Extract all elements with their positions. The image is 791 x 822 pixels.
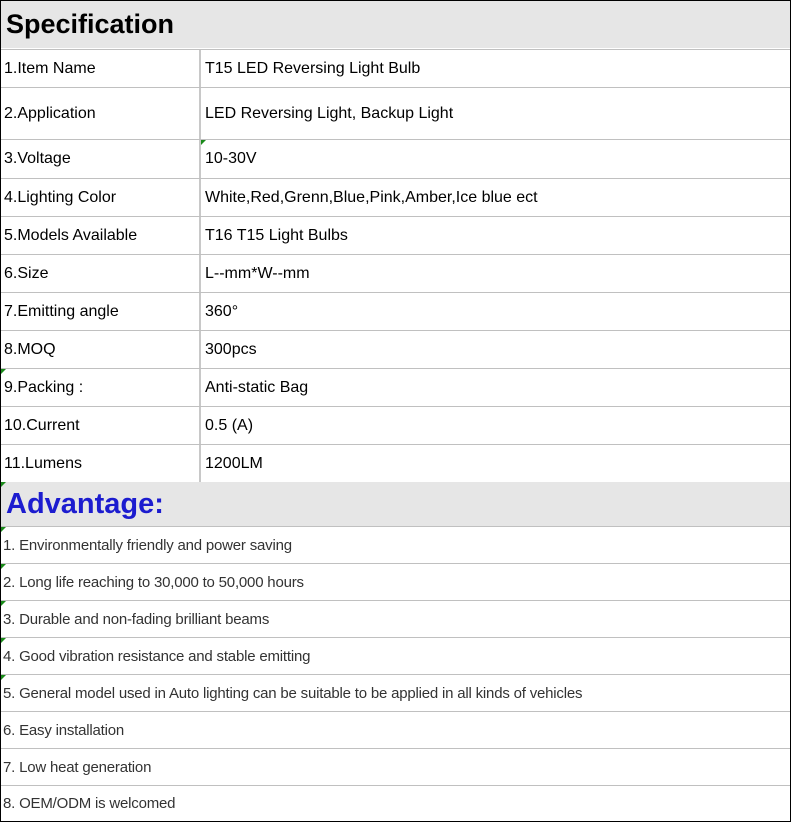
spec-row-current [1, 406, 790, 444]
advantage-item [1, 526, 790, 563]
cell-marker-icon [1, 527, 6, 532]
advantage-item [1, 600, 790, 637]
advantage-title: Advantage: [6, 487, 164, 520]
spec-label: 5.Models Available [1, 217, 201, 254]
spec-value-text: 10-30V [205, 150, 257, 167]
spec-row-voltage [1, 139, 790, 178]
spec-label: 10.Current [1, 407, 201, 444]
spec-value: Anti-static Bag [205, 378, 309, 396]
spec-label: 6.Size [1, 255, 201, 292]
spec-label: 1.Item Name [1, 50, 201, 87]
advantage-item [1, 785, 790, 821]
advantage-item [1, 748, 790, 785]
spec-value: L--mm*W--mm [205, 264, 310, 282]
spec-row-emitting-angle [1, 292, 790, 330]
advantage-item [1, 711, 790, 748]
spec-row-lighting-color [1, 178, 790, 216]
spec-value: 360° [205, 302, 239, 320]
cell-marker-icon [201, 140, 206, 145]
spec-row-application [1, 87, 790, 139]
advantage-text: 7. Low heat generation [3, 758, 152, 776]
spec-value: White,Red,Grenn,Blue,Pink,Amber,Ice blue ect [205, 188, 538, 206]
spec-row-packing [1, 368, 790, 406]
spec-label [1, 369, 201, 406]
advantage-text: 5. General model used in Auto lighting can be suitable to be applied in all kinds of vehicles [3, 684, 583, 702]
cell-marker-icon [1, 675, 6, 680]
advantage-text: 8. OEM/ODM is welcomed [3, 795, 176, 812]
spec-value: 300pcs [205, 340, 257, 358]
spec-label: 8.MOQ [1, 331, 201, 368]
spec-row-models-available [1, 216, 790, 254]
cell-marker-icon [1, 638, 6, 643]
advantage-header [1, 482, 790, 526]
spec-value: T15 LED Reversing Light Bulb [205, 59, 421, 77]
spec-row-item-name [1, 49, 790, 87]
advantage-item [1, 563, 790, 600]
advantage-text: 3. Durable and non-fading brilliant beams [3, 610, 270, 628]
advantage-text: 1. Environmentally friendly and power saving [3, 536, 292, 554]
spec-label: 11.Lumens [1, 445, 201, 482]
specification-title: Specification [6, 9, 175, 39]
advantage-item [1, 674, 790, 711]
spec-label: 4.Lighting Color [1, 179, 201, 216]
cell-marker-icon [1, 601, 6, 606]
spec-value: T16 T15 Light Bulbs [205, 226, 348, 244]
spec-value: 0.5 (A) [205, 416, 254, 434]
spec-label-text: 9.Packing : [4, 378, 84, 396]
spec-value: LED Reversing Light, Backup Light [205, 104, 454, 122]
advantage-text: 6. Easy installation [3, 721, 125, 739]
spec-row-size [1, 254, 790, 292]
cell-marker-icon [1, 564, 6, 569]
spec-label: 3.Voltage [1, 140, 201, 178]
cell-marker-icon [1, 369, 6, 374]
spec-label: 2.Application [1, 88, 201, 139]
advantage-text: 4. Good vibration resistance and stable emitting [3, 647, 311, 665]
specification-header [1, 1, 790, 48]
spec-label: 7.Emitting angle [1, 293, 201, 330]
spec-row-moq [1, 330, 790, 368]
advantage-item [1, 637, 790, 674]
spec-value: 1200LM [205, 454, 263, 472]
cell-marker-icon [1, 482, 6, 487]
advantage-text: 2. Long life reaching to 30,000 to 50,000 hours [3, 573, 304, 591]
spec-row-lumens [1, 444, 790, 482]
spec-value [201, 140, 790, 178]
